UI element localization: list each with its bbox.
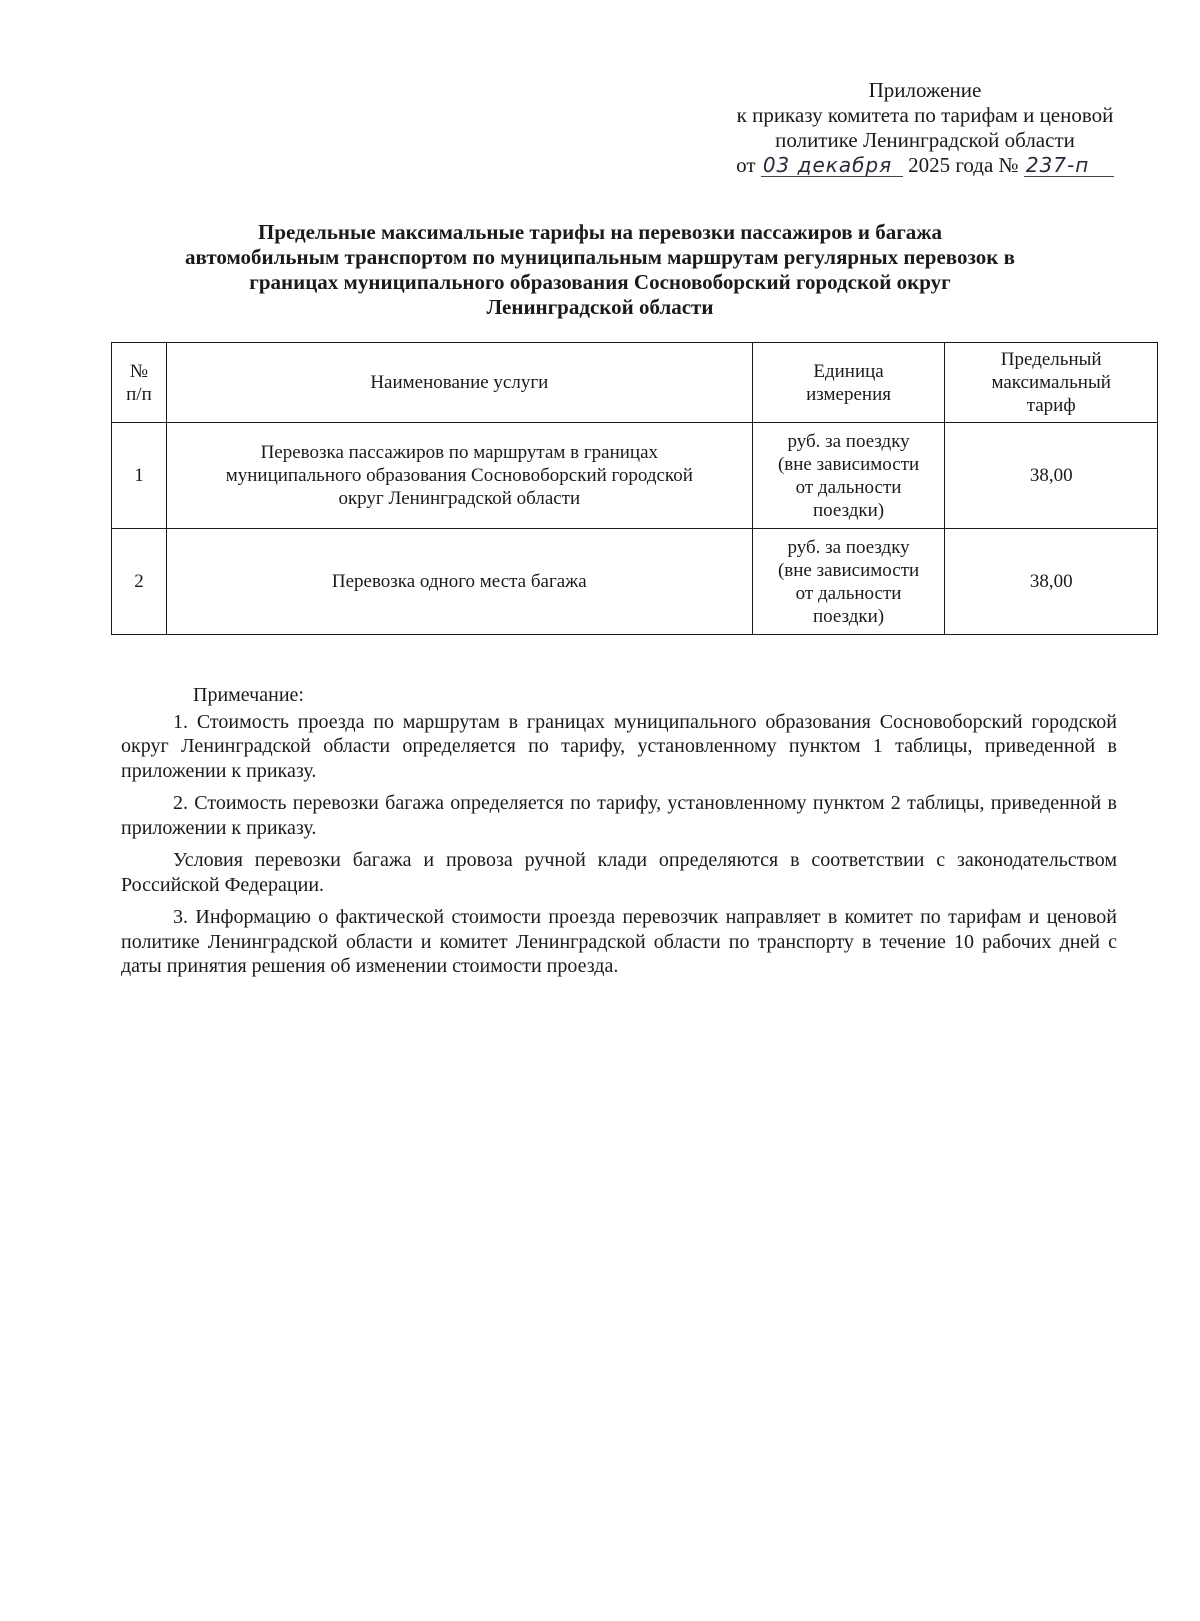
note-item: Условия перевозки багажа и провоза ручной клади определяются в соответствии с законодательством Российской Федерации. [121, 849, 1117, 896]
service-name-line1: Перевозка пассажиров по маршрутам в границах [260, 442, 659, 463]
header-unit-line2: измерения [806, 383, 891, 405]
title-line-1: Предельные максимальные тарифы на перевозки пассажиров и багажа [258, 220, 942, 244]
notes-title: Примечание: [193, 684, 304, 706]
header-unit-line1: Единица [813, 360, 884, 382]
notes-section [121, 683, 1117, 987]
header-number-line1: № [129, 360, 148, 382]
service-name-line2: муниципального образования Сосновоборский городской [225, 465, 693, 486]
note-item: 3. Информацию о фактической стоимости проезда перевозчик направляет в комитет по тарифам и ценовой политике Ленинградской области и комитет Ленинградской области по транспорту в течение 10 рабочих дней с даты принятия решения об изменении стоимости проезда. [121, 906, 1117, 977]
unit-line1: руб. за поездку [787, 536, 910, 558]
order-reference-line2: политике Ленинградской области [775, 128, 1075, 152]
header-tariff [945, 343, 1158, 423]
title-line-3: границах муниципального образования Сосновоборский городской округ [249, 270, 951, 294]
year-text: 2025 года № [908, 153, 1019, 177]
title-line-4: Ленинградской области [486, 295, 714, 319]
handwritten-date: 03 декабря [761, 154, 903, 177]
header-unit [752, 343, 945, 423]
unit-line2: (вне зависимости [777, 559, 920, 581]
header-tariff-line1: Предельный [1000, 349, 1102, 370]
row-service-name: Перевозка одного места багажа [166, 529, 752, 635]
header-tariff-line3: тариф [1026, 395, 1076, 416]
header-service-name: Наименование услуги [166, 343, 752, 423]
header-tariff-line2: максимальный [991, 372, 1111, 393]
tariffs-table [111, 342, 1158, 635]
note-item: 1. Стоимость проезда по маршрутам в границах муниципального образования Сосновоборский городской округ Ленинградской области определяется по тарифу, установленному пунктом 1 таблицы, приведенной в приложении к приказу. [121, 710, 1117, 782]
title-line-2: автомобильным транспортом по муниципальным маршрутам регулярных перевозок в [185, 245, 1015, 269]
table-header-row [112, 343, 1158, 423]
unit-line4: поездки) [813, 605, 885, 627]
unit-line3: от дальности [795, 582, 902, 604]
unit-line3: от дальности [795, 476, 902, 498]
table-row [112, 529, 1158, 635]
row-unit [752, 529, 945, 635]
unit-line2: (вне зависимости [777, 453, 920, 475]
note-item: 2. Стоимость перевозки багажа определяется по тарифу, установленному пунктом 2 таблицы, приведенной в приложении к приказу. [121, 792, 1117, 839]
appendix-header [690, 78, 1160, 178]
order-reference-line1: к приказу комитета по тарифам и ценовой [736, 103, 1114, 127]
row-number: 1 [112, 423, 167, 529]
header-number [112, 343, 167, 423]
table-row [112, 423, 1158, 529]
appendix-label: Приложение [868, 78, 982, 102]
header-number-line2: п/п [126, 383, 152, 405]
handwritten-order-number: 237-п [1024, 154, 1114, 177]
row-tariff: 38,00 [945, 423, 1158, 529]
unit-line4: поездки) [813, 499, 885, 521]
unit-line1: руб. за поездку [787, 430, 910, 452]
row-service-name [166, 423, 752, 529]
service-name-line3: округ Ленинградской области [338, 488, 581, 509]
row-tariff: 38,00 [945, 529, 1158, 635]
row-number: 2 [112, 529, 167, 635]
document-title [130, 220, 1070, 320]
order-date-line [690, 153, 1160, 178]
row-unit [752, 423, 945, 529]
date-prefix: от [736, 153, 756, 177]
